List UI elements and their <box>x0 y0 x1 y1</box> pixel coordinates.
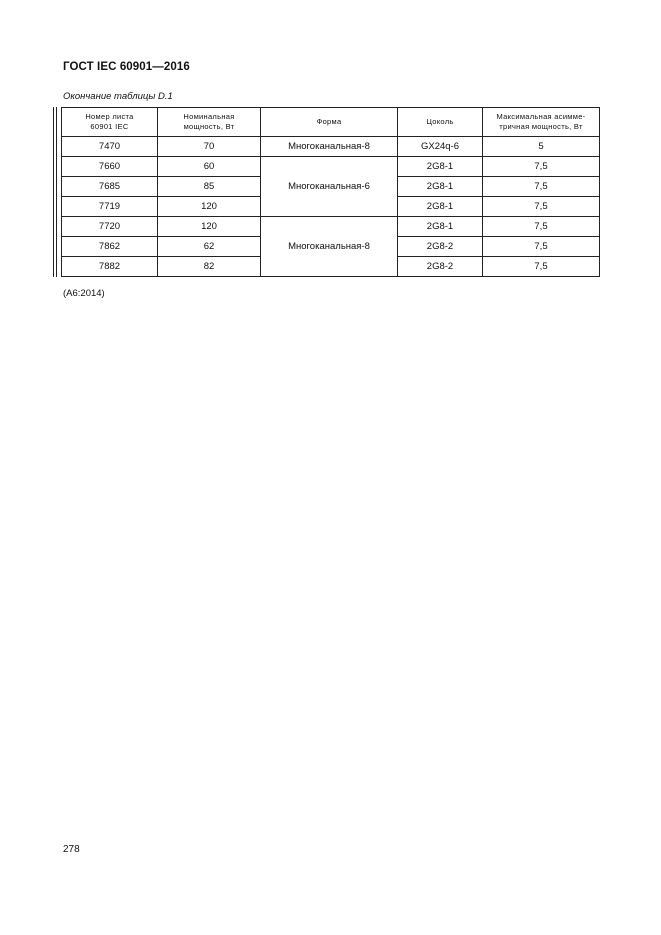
table-row <box>62 157 600 177</box>
cell-sheet-number: 7882 <box>62 257 158 277</box>
table-caption: Окончание таблицы D.1 <box>63 91 173 102</box>
cell-max-power: 7,5 <box>483 217 600 237</box>
cell-max-power: 7,5 <box>483 157 600 177</box>
header-line: тричная мощность, Вт <box>499 122 583 131</box>
cell-max-power: 7,5 <box>483 197 600 217</box>
cell-shape: Многоканальная-8 <box>261 217 398 277</box>
cell-sheet-number: 7719 <box>62 197 158 217</box>
cell-max-power: 7,5 <box>483 177 600 197</box>
header-line: Номинальная <box>183 112 235 121</box>
cell-rated-power: 85 <box>158 177 261 197</box>
cell-base: GX24q-6 <box>398 137 483 157</box>
cell-sheet-number: 7470 <box>62 137 158 157</box>
header-line: Максимальная асимме- <box>496 112 586 121</box>
change-bar-left <box>53 107 54 277</box>
cell-rated-power: 70 <box>158 137 261 157</box>
header-line: мощность, Вт <box>183 122 235 131</box>
page-number: 278 <box>63 844 80 855</box>
cell-rated-power: 82 <box>158 257 261 277</box>
cell-base: 2G8-1 <box>398 217 483 237</box>
cell-max-power: 5 <box>483 137 600 157</box>
cell-rated-power: 62 <box>158 237 261 257</box>
document-title: ГОСТ IEC 60901—2016 <box>63 61 190 73</box>
cell-rated-power: 60 <box>158 157 261 177</box>
cell-max-power: 7,5 <box>483 237 600 257</box>
cell-rated-power: 120 <box>158 197 261 217</box>
cell-max-power: 7,5 <box>483 257 600 277</box>
table-row <box>62 137 600 157</box>
cell-sheet-number: 7720 <box>62 217 158 237</box>
header-line: Номер листа <box>85 112 134 121</box>
column-header-shape <box>261 108 398 137</box>
table-row <box>62 217 600 237</box>
cell-shape: Многоканальная-8 <box>261 137 398 157</box>
cell-base: 2G8-1 <box>398 157 483 177</box>
amendment-note: (А6:2014) <box>63 288 105 299</box>
cell-base: 2G8-1 <box>398 177 483 197</box>
cell-shape: Многоканальная-6 <box>261 157 398 217</box>
header-line: 60901 IEC <box>90 122 129 131</box>
cell-base: 2G8-2 <box>398 237 483 257</box>
table-header-row <box>62 108 600 137</box>
change-bar-right <box>56 107 57 277</box>
cell-rated-power: 120 <box>158 217 261 237</box>
header-line: Форма <box>316 117 342 126</box>
column-header-sheet-number <box>62 108 158 137</box>
lamp-data-table <box>61 107 600 277</box>
cell-base: 2G8-2 <box>398 257 483 277</box>
column-header-rated-power <box>158 108 261 137</box>
column-header-max-asymmetric-power <box>483 108 600 137</box>
column-header-base <box>398 108 483 137</box>
cell-sheet-number: 7862 <box>62 237 158 257</box>
header-line: Цоколь <box>426 117 454 126</box>
cell-sheet-number: 7660 <box>62 157 158 177</box>
cell-base: 2G8-1 <box>398 197 483 217</box>
cell-sheet-number: 7685 <box>62 177 158 197</box>
